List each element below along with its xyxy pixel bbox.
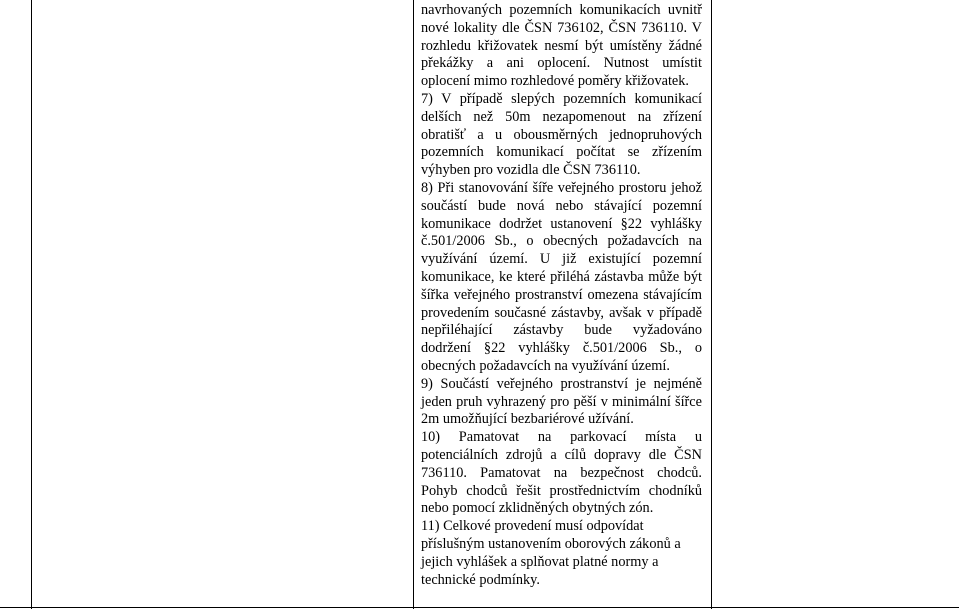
paragraph-10-parking: 10) Pamatovat na parkovací místa u potenciálních zdrojů a cílů dopravy dle ČSN 736110. Pamatovat na bezpečnost chodců. Pohyb chodců řešit prostřednictvím chodníků nebo pomocí zklidněných obytných zón. <box>421 429 702 517</box>
table-border-bottom <box>0 607 959 608</box>
paragraph-8-public-space-width: 8) Při stanovování šíře veřejného prostoru jehož součástí bude nová nebo stávající pozemní komunikace dodržet ustanovení §22 vyhlášky č.501/2006 Sb., o obecných požadavcích na využívání území. U již existující pozemní komunikace, ke které přiléhá zástavba může být šířka veřejného prostranství omezena stávajícím provedením současné zástavby, avšak v případě nepřiléhající zástavby bude vyžadováno dodržení §22 vyhlášky č.501/2006 Sb., o obecných požadavcích na využívání území. <box>421 179 702 374</box>
table-border-column-1 <box>413 0 414 609</box>
paragraph-intersections: navrhovaných pozemních komunikacích uvnitř nové lokality dle ČSN 736102, ČSN 736110. V rozhledu křižovatek nesmí být umístěny žádné překážky a ani oplocení. Nutnost umístit oplocení mimo rozhledové poměry křižovatek. <box>421 2 702 90</box>
table-border-left-inner <box>31 0 32 609</box>
paragraph-7-dead-end-roads: 7) V případě slepých pozemních komunikací delších než 50m nezapomenout na zřízení obratišť a u obousměrných jednopruhových pozemních komunikací počítat se zřízením výhyben pro vozidla dle ČSN 736110. <box>421 90 702 179</box>
requirements-cell <box>421 2 702 589</box>
table-border-column-2 <box>711 0 712 609</box>
paragraph-9-pedestrian-lane: 9) Součástí veřejného prostranství je nejméně jeden pruh vyhrazený pro pěší v minimální šířce 2m umožňující bezbariérové užívání. <box>421 375 702 428</box>
paragraph-11-compliance: 11) Celkové provedení musí odpovídat příslušným ustanovením oborových zákonů a jejich vyhlášek a splňovat platné normy a technické podmínky. <box>421 518 681 588</box>
